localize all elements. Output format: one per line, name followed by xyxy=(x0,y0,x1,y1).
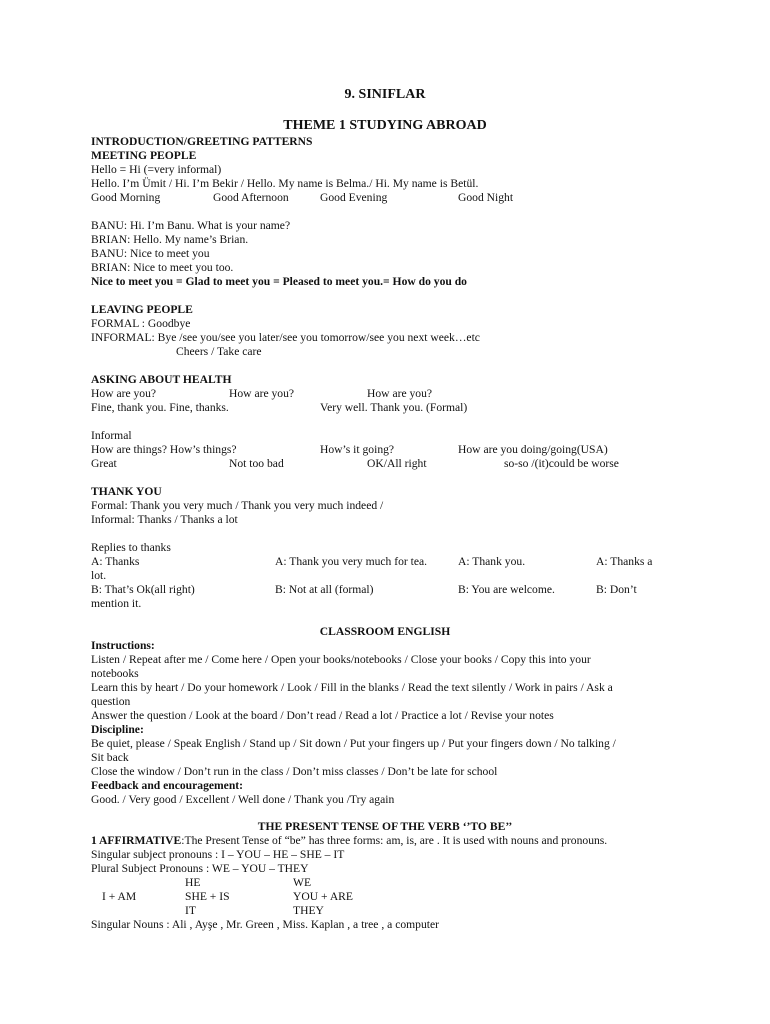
discipline-line: Close the window / Don’t run in the class / Don’t miss classes / Don’t be late for school xyxy=(91,765,498,778)
leaving-informal-cont: Cheers / Take care xyxy=(176,345,262,358)
leaving-informal: INFORMAL: Bye /see you/see you later/see you tomorrow/see you next week…etc xyxy=(91,331,480,344)
health-title: ASKING ABOUT HEALTH xyxy=(91,373,232,386)
table-they: THEY xyxy=(293,904,324,917)
instructions-label: Instructions: xyxy=(91,639,155,652)
informal-answer: Great xyxy=(91,457,117,470)
reply-b: B: Don’t xyxy=(596,583,637,596)
leaving-formal: FORMAL : Goodbye xyxy=(91,317,191,330)
singular-pronouns: Singular subject pronouns : I – YOU – HE – SHE – IT xyxy=(91,848,345,861)
instructions-line: notebooks xyxy=(91,667,139,680)
affirmative-line xyxy=(91,834,607,848)
feedback-label: Feedback and encouragement: xyxy=(91,779,243,792)
thanks-formal: Formal: Thank you very much / Thank you very much indeed / xyxy=(91,499,384,512)
dialogue-line: BANU: Nice to meet you xyxy=(91,247,210,260)
health-question: How are you? xyxy=(229,387,295,400)
informal-answer: so-so /(it)could be worse xyxy=(504,457,619,470)
table-we: WE xyxy=(293,876,312,889)
discipline-line: Sit back xyxy=(91,751,129,764)
grade-heading: 9. SINIFLAR xyxy=(344,87,426,102)
dialogue-line: BRIAN: Hello. My name’s Brian. xyxy=(91,233,249,246)
reply-b: B: That’s Ok(all right) xyxy=(91,583,195,596)
health-answer: Fine, thank you. Fine, thanks. xyxy=(91,401,229,414)
informal-question: How’s it going? xyxy=(320,443,395,456)
informal-label: Informal xyxy=(91,429,132,442)
affirmative-label: 1 AFFIRMATIVE xyxy=(91,834,182,847)
table-he: HE xyxy=(185,876,201,889)
table-it: IT xyxy=(185,904,196,917)
instructions-line: Learn this by heart / Do your homework / Look / Fill in the blanks / Read the text silently / Work in pairs / Ask a xyxy=(91,681,613,694)
hello-names-line: Hello. I’m Ümit / Hi. I’m Bekir / Hello. My name is Belma./ Hi. My name is Betül. xyxy=(91,177,479,190)
instructions-line: Listen / Repeat after me / Come here / Open your books/notebooks / Close your books / Copy this into your xyxy=(91,653,591,666)
affirmative-text: :The Present Tense of “be” has three forms: am, is, are . It is used with nouns and pronouns. xyxy=(181,834,608,847)
table-i-am: I + AM xyxy=(102,890,137,903)
informal-question: How are things? How’s things? xyxy=(91,443,237,456)
health-answer: Very well. Thank you. (Formal) xyxy=(320,401,468,414)
health-question: How are you? xyxy=(367,387,433,400)
greeting-afternoon: Good Afternoon xyxy=(213,191,289,204)
reply-a: A: Thanks xyxy=(91,555,140,568)
reply-b-cont: mention it. xyxy=(91,597,142,610)
singular-nouns: Singular Nouns : Ali , Ayşe , Mr. Green , Miss. Kaplan , a tree , a computer xyxy=(91,918,439,931)
hello-hi-line: Hello = Hi (=very informal) xyxy=(91,163,222,176)
nice-to-meet-equivalents: Nice to meet you = Glad to meet you = Pleased to meet you.= How do you do xyxy=(91,275,467,288)
discipline-line: Be quiet, please / Speak English / Stand up / Sit down / Put your fingers up / Put your fingers down / No talking / xyxy=(91,737,616,750)
table-you-are: YOU + ARE xyxy=(293,890,354,903)
meeting-people-subtitle: MEETING PEOPLE xyxy=(91,149,197,162)
health-question: How are you? xyxy=(91,387,157,400)
table-she-is: SHE + IS xyxy=(185,890,230,903)
greeting-night: Good Night xyxy=(458,191,514,204)
dialogue-line: BANU: Hi. I’m Banu. What is your name? xyxy=(91,219,291,232)
thanks-informal: Informal: Thanks / Thanks a lot xyxy=(91,513,238,526)
thank-you-title: THANK YOU xyxy=(91,485,162,498)
discipline-label: Discipline: xyxy=(91,723,144,736)
leaving-people-title: LEAVING PEOPLE xyxy=(91,303,193,316)
plural-pronouns: Plural Subject Pronouns : WE – YOU – THEY xyxy=(91,862,309,875)
instructions-line: Answer the question / Look at the board / Don’t read / Read a lot / Practice a lot / Revise your notes xyxy=(91,709,554,722)
reply-b: B: Not at all (formal) xyxy=(275,583,374,596)
classroom-english-title: CLASSROOM ENGLISH xyxy=(319,625,451,638)
informal-question: How are you doing/going(USA) xyxy=(458,443,608,456)
reply-b: B: You are welcome. xyxy=(458,583,555,596)
intro-title: INTRODUCTION/GREETING PATTERNS xyxy=(91,135,313,148)
informal-answer: OK/All right xyxy=(367,457,427,470)
informal-answer: Not too bad xyxy=(229,457,284,470)
reply-a: A: Thanks a xyxy=(596,555,653,568)
feedback-line: Good. / Very good / Excellent / Well done / Thank you /Try again xyxy=(91,793,395,806)
reply-a: A: Thank you. xyxy=(458,555,526,568)
instructions-line: question xyxy=(91,695,131,708)
reply-a: A: Thank you very much for tea. xyxy=(275,555,428,568)
greeting-morning: Good Morning xyxy=(91,191,161,204)
dialogue-line: BRIAN: Nice to meet you too. xyxy=(91,261,234,274)
reply-a-cont: lot. xyxy=(91,569,107,582)
present-tense-title: THE PRESENT TENSE OF THE VERB ‘’TO BE’’ xyxy=(257,820,513,833)
theme-heading: THEME 1 STUDYING ABROAD xyxy=(283,118,487,133)
greeting-evening: Good Evening xyxy=(320,191,388,204)
replies-label: Replies to thanks xyxy=(91,541,171,554)
